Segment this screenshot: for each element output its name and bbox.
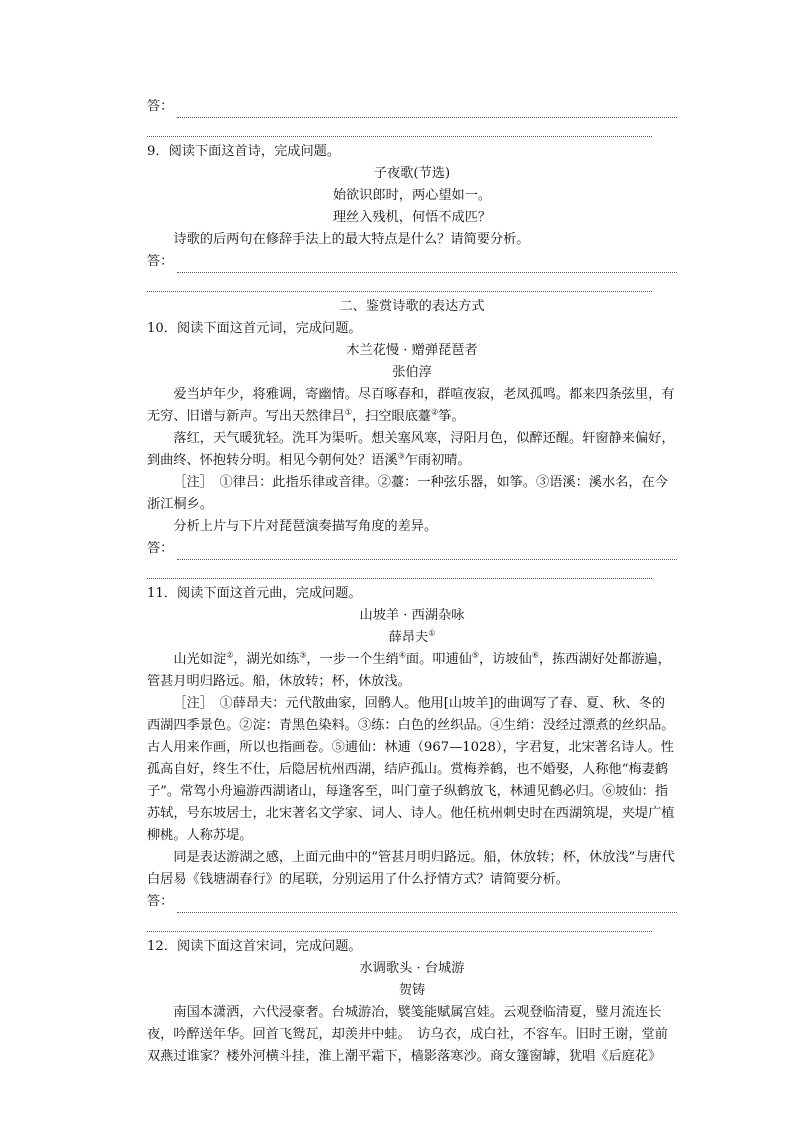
answer-line[interactable] [147, 96, 677, 118]
stanza-text: ，访坡仙 [479, 652, 532, 667]
footnote-marker: ② [226, 650, 234, 660]
answer-blank[interactable] [177, 103, 677, 118]
stanza-text: ，一步一个生绡 [306, 652, 399, 667]
poem-title: 山坡羊 · 西湖杂咏 [359, 608, 465, 623]
footnote-marker: ⑥ [531, 650, 539, 660]
poem-author [147, 627, 677, 649]
poem-title: 子夜歌(节选) [373, 166, 451, 181]
poem-stanza: 南国本潇洒，六代浸豪奢。台城游冶，襞笺能赋属宫娃。云观登临清夏，璧月流连长夜，吟醉送年华。回首飞鸳瓦，却羡井中蛙。 访乌衣，成白社，不容车。旧时王谢，堂前双燕过谁家？楼外河横斗挂，淮上潮平霜下，樯影落寒沙。商女篷窗罅，犹唱《后庭花》 [147, 1005, 668, 1064]
answer-line[interactable] [147, 891, 677, 913]
answer-label: 答： [147, 254, 174, 269]
stanza-text: ，拣西湖好处都游遍，管甚月明归路远。船，休放转；杯，休放浅。 [147, 652, 671, 689]
question-prompt: 11．阅读下面这首元曲，完成问题。 [147, 586, 362, 601]
answer-label: 答： [147, 894, 174, 909]
poem-author: 贺铸 [398, 983, 426, 998]
answer-line[interactable] [147, 251, 677, 273]
footnote-marker: ④ [398, 650, 406, 660]
poem-stanza [147, 649, 677, 693]
stanza-text: ，湖光如练 [233, 652, 300, 667]
stanza-text: 山光如淀 [173, 652, 227, 667]
answer-label: 答： [147, 99, 174, 114]
answer-blank-line[interactable] [147, 118, 652, 137]
footnote-marker: ② [431, 407, 439, 417]
footnotes: ［注］ ①薛昂夫：元代散曲家，回鹘人。他用[山坡羊]的曲调写了春、夏、秋、冬的西湖四季景色。②淀：青黑色染料。③练：白色的丝织品。④生绡：没经过漂煮的丝织品。古人用来作画，所以也指画卷。⑤逋仙：林逋（967—1028），字君复，北宋著名诗人。性孤高自好，终生不仕，后隐居杭州西湖，结庐孤山。赏梅养鹤，也不婚娶，人称他“梅妻鹤子”。常驾小舟遍游西湖诸山，每逢客至，叫门童子纵鹤放飞，林逋见鹤必归。⑥坡仙：指苏轼，号东坡居士，北宋著名文学家、词人、诗人。他任杭州刺史时在西湖筑堤，夹堤广植柳桃。人称苏堤。 [147, 696, 675, 843]
answer-blank[interactable] [177, 258, 677, 273]
footnotes: ［注］ ①律吕：此指乐律或音律。②薹：一种弦乐器，如筝。③语溪：溪水名，在今浙江桐乡。 [147, 475, 668, 512]
poem-stanza [147, 428, 677, 472]
stanza-text: ，扫空眼底薹 [351, 409, 432, 424]
answer-blank[interactable] [177, 898, 677, 913]
answer-blank-line[interactable] [147, 560, 652, 579]
stanza-text: 面。叩逋仙 [405, 652, 472, 667]
page-content [147, 96, 677, 1068]
answer-blank[interactable] [177, 545, 677, 560]
footnote-marker: ① [344, 407, 352, 417]
poem-author: 张伯淳 [392, 365, 432, 380]
poem-line: 始欲识郎时，两心望如一。 [332, 188, 492, 203]
stanza-text: 落红，天气暖犹轻。洗耳为渠听。想关塞风寒，浔阳月色，似醉还醒。轩窗静来偏好，到曲终、怀抱转分明。相见今朝何处？语溪 [147, 431, 675, 468]
question-prompt: 10．阅读下面这首元词，完成问题。 [147, 321, 362, 336]
answer-blank-line[interactable] [147, 273, 652, 292]
answer-blank-line[interactable] [147, 913, 652, 932]
question-prompt: 9．阅读下面这首诗，完成问题。 [147, 144, 341, 159]
question-text: 同是表达游湖之感，上面元曲中的“管甚月明归路远。船，休放转；杯，休放浅”与唐代白居易《钱塘湖春行》的尾联，分别运用了什么抒情方式？请简要分析。 [147, 850, 675, 887]
poem-stanza [147, 384, 677, 428]
author-name: 薛昂夫 [388, 630, 429, 645]
question-prompt: 12．阅读下面这首宋词，完成问题。 [147, 939, 362, 954]
answer-label: 答： [147, 541, 174, 556]
stanza-text: 爱当垆年少，将雅调，寄幽情。尽百啄春和，群喧夜寂，老凤孤鸣。都来四条弦里，有无穷、旧谱与新声。写出天然律吕 [147, 387, 675, 424]
answer-line[interactable] [147, 538, 677, 560]
footnote-marker: ③ [397, 451, 405, 461]
question-text: 分析上片与下片对琵琶演奏描写角度的差异。 [173, 519, 438, 534]
section-heading: 二、鉴赏诗歌的表达方式 [339, 299, 485, 314]
poem-title: 水调歌头 · 台城游 [359, 961, 465, 976]
footnote-marker: ⑤ [471, 650, 480, 660]
footnote-marker: ③ [299, 650, 307, 660]
footnote-marker: ① [428, 628, 436, 638]
question-text: 诗歌的后两句在修辞手法上的最大特点是什么？请简要分析。 [173, 232, 530, 247]
stanza-text: 乍雨初晴。 [404, 453, 471, 468]
poem-line: 理丝入残机，何悟不成匹？ [332, 210, 492, 225]
stanza-text: 筝。 [438, 409, 465, 424]
poem-title: 木兰花慢 · 赠弹琵琶者 [346, 343, 478, 358]
